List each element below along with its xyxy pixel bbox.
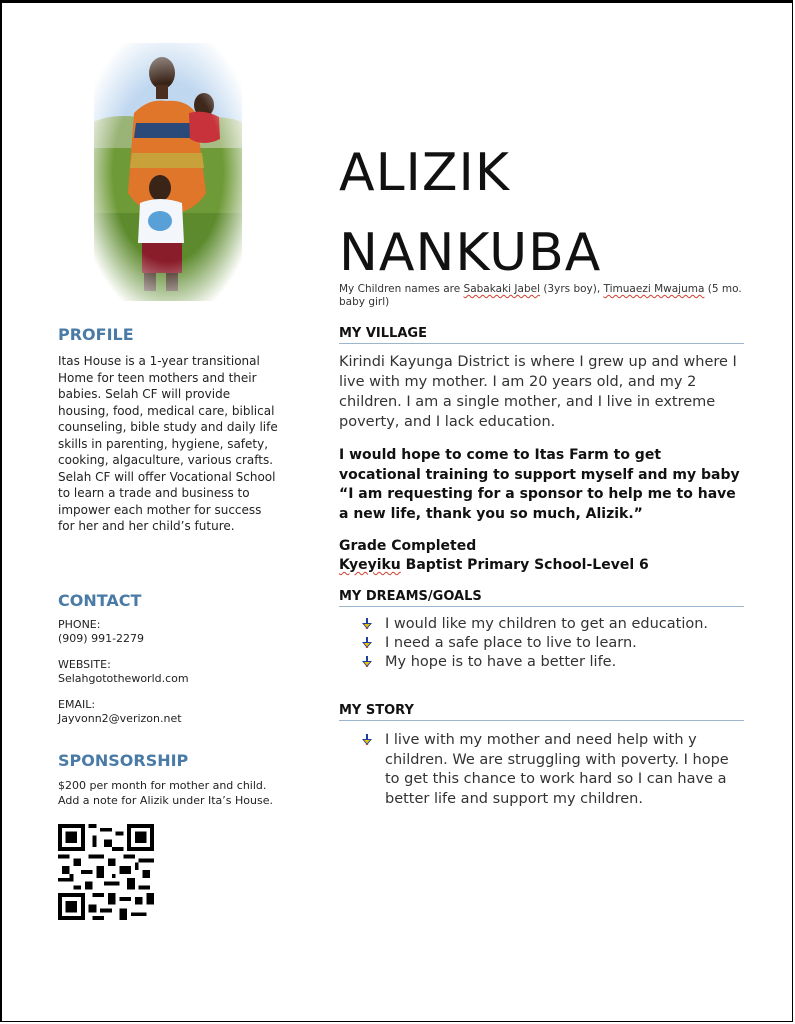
phone-number[interactable]: (909) 991-2279 <box>58 632 145 645</box>
story-section <box>339 703 744 809</box>
sponsorship-title: SPONSORSHIP <box>58 751 189 770</box>
person-name <box>339 133 601 293</box>
dreams-list <box>339 615 744 672</box>
sponsorship-line-1: $200 per month for mother and child. <box>58 779 267 792</box>
village-text: Kirindi Kayunga District is where I grew up and where I live with my mother. I am 20 years old, and my 2 children. I am a single mother, and I live in extreme poverty, and I lack education. <box>339 354 737 430</box>
hope-text: I would hope to come to Itas Farm to get vocational training to support myself and my baby “I am requesting for a sponsor to help me to have a new life, thank you so much, Alizik.” <box>339 447 740 522</box>
child-name-1: Sabakaki Jabel <box>463 283 540 295</box>
email-label: EMAIL: <box>58 698 96 711</box>
grade-label: Grade Completed <box>339 538 477 554</box>
name-last: NANKUBA <box>339 223 602 283</box>
list-item: My hope is to have a better life. <box>339 653 744 672</box>
village-section <box>339 326 744 575</box>
children-names <box>339 283 759 309</box>
arrow-bullet-icon <box>361 656 373 668</box>
profile-text: Itas House is a 1-year transitional Home for teen mothers and their babies. Selah CF will provide housing, food, medical care, biblical counseling, bible study and daily life skills in parenting, hygiene, safety, cooking, algaculture, various crafts. Selah CF will offer Vocational School to learn a trade and business to impower each mother for success for her and her child’s future. <box>58 354 278 533</box>
contact-section <box>58 591 278 726</box>
arrow-bullet-icon <box>361 618 373 630</box>
qr-code-icon[interactable] <box>58 823 154 921</box>
children-middle: (3yrs boy), <box>540 283 604 295</box>
arrow-bullet-icon <box>361 637 373 649</box>
website-label: WEBSITE: <box>58 658 111 671</box>
contact-title: CONTACT <box>58 591 142 610</box>
children-suffix: (5 mo. baby girl) <box>339 283 742 308</box>
story-list <box>339 731 744 809</box>
profile-title: PROFILE <box>58 325 134 344</box>
name-first: ALIZIK <box>339 143 510 203</box>
grade-completed <box>339 537 744 575</box>
profile-section <box>58 325 278 535</box>
arrow-bullet-icon <box>361 734 373 746</box>
school-line <box>339 556 744 575</box>
mother-and-children-photo <box>94 43 242 301</box>
children-prefix: My Children names are <box>339 283 464 295</box>
sponsorship-line-2: Add a note for Alizik under Ita’s House. <box>58 794 273 807</box>
village-title: MY VILLAGE <box>339 326 744 344</box>
dreams-section <box>339 589 744 672</box>
list-item: I would like my children to get an education. <box>339 615 744 634</box>
child-name-2: Timuaezi Mwajuma <box>603 283 705 295</box>
sponsorship-section <box>58 751 278 808</box>
list-item: I need a safe place to live to learn. <box>339 634 744 653</box>
website-link[interactable]: Selahgototheworld.com <box>58 672 189 685</box>
email-link[interactable]: Jayvonn2@verizon.net <box>58 712 182 725</box>
phone-label: PHONE: <box>58 618 101 631</box>
story-title: MY STORY <box>339 703 744 721</box>
school-rest: Baptist Primary School-Level 6 <box>400 557 649 573</box>
list-item: I live with my mother and need help with y children. We are struggling with poverty. I hope to get this chance to work hard so I can have a better life and support my children. <box>339 731 744 809</box>
school-name: Kyeyiku <box>339 557 401 573</box>
dreams-title: MY DREAMS/GOALS <box>339 589 744 607</box>
